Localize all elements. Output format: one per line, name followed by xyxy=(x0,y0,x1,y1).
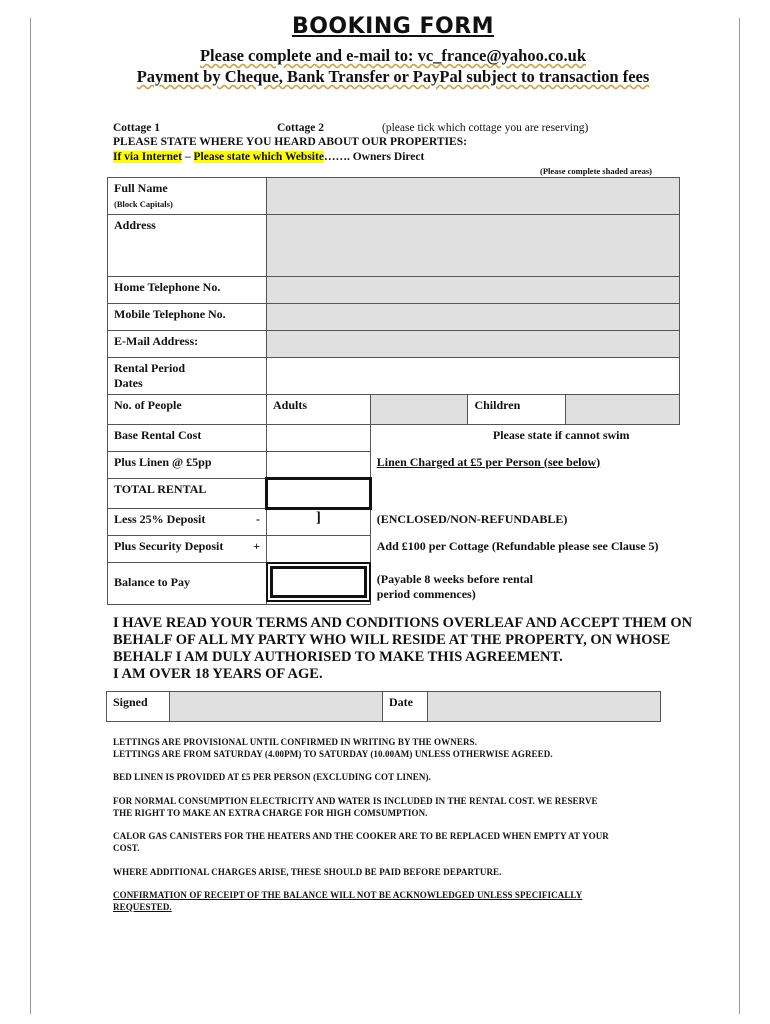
declaration-line-4: I AM OVER 18 YEARS OF AGE. xyxy=(113,666,323,682)
minus-sign: - xyxy=(256,512,260,526)
linen-note: Linen Charged at £5 per Person (see below) xyxy=(376,454,601,469)
rental-dates-field[interactable] xyxy=(267,358,680,395)
no-of-people-label: No. of People xyxy=(108,395,267,425)
linen-field[interactable] xyxy=(267,452,371,479)
right-margin-line xyxy=(739,18,740,1014)
address-label: Address xyxy=(108,215,267,277)
left-margin-line xyxy=(30,18,31,1014)
signed-label: Signed xyxy=(107,692,170,722)
enclosed-note: (ENCLOSED/NON-REFUNDABLE) xyxy=(376,511,568,526)
full-name-label xyxy=(108,178,267,215)
signature-field[interactable] xyxy=(170,692,383,722)
balance-label: Balance to Pay xyxy=(108,563,267,605)
terms-gas xyxy=(113,831,693,854)
declaration-line-1: I HAVE READ YOUR TERMS AND CONDITIONS OVERLEAF AND ACCEPT THEM ON xyxy=(113,615,693,631)
children-field[interactable] xyxy=(566,395,680,425)
cottage-1-option[interactable]: Cottage 1 xyxy=(113,122,160,134)
home-telephone-field[interactable] xyxy=(267,277,680,304)
total-rental-field[interactable] xyxy=(267,479,371,509)
declaration xyxy=(113,615,693,683)
balance-field[interactable] xyxy=(267,563,371,605)
email-instruction: Please complete and e-mail to: vc_france@yahoo.co.uk xyxy=(199,46,587,65)
declaration-line-2: BEHALF OF ALL MY PARTY WHO WILL RESIDE AT THE PROPERTY, ON WHOSE xyxy=(113,632,671,648)
security-note: Add £100 per Cottage (Refundable please see Clause 5) xyxy=(376,538,659,553)
term-additional-charges: WHERE ADDITIONAL CHARGES ARISE, THESE SHOULD BE PAID BEFORE DEPARTURE. xyxy=(113,867,502,877)
total-rental-label: TOTAL RENTAL xyxy=(108,479,267,509)
date-field[interactable] xyxy=(428,692,661,722)
dates-text: Dates xyxy=(114,376,143,390)
term-bed-linen: BED LINEN IS PROVIDED AT £5 PER PERSON (EXCLUDING COT LINEN). xyxy=(113,772,431,782)
security-deposit-field[interactable] xyxy=(267,536,371,563)
booking-table xyxy=(107,177,680,605)
plus-linen-label: Plus Linen @ £5pp xyxy=(108,452,267,479)
declaration-line-3: BEHALF I AM DULY AUTHORISED TO MAKE THIS AGREEMENT. xyxy=(113,649,563,665)
terms-lettings xyxy=(113,737,693,760)
deposit-field[interactable] xyxy=(267,509,371,536)
balance-box xyxy=(270,566,367,598)
less-deposit-text: Less 25% Deposit xyxy=(114,512,206,526)
payment-instruction: Payment by Cheque, Bank Transfer or PayPal subject to transaction fees xyxy=(136,67,650,86)
term-confirmation-line-2: REQUESTED. xyxy=(113,901,172,912)
via-internet-label: If via Internet xyxy=(113,151,182,163)
rental-period-label xyxy=(108,358,267,395)
email-label: E-Mail Address: xyxy=(108,331,267,358)
security-deposit-label xyxy=(108,536,267,563)
payable-note-line2: period commences) xyxy=(376,586,476,601)
form-title: BOOKING FORM xyxy=(291,14,495,39)
payable-note xyxy=(370,563,679,605)
email-field[interactable] xyxy=(267,331,680,358)
less-deposit-label xyxy=(108,509,267,536)
term-lettings-times: LETTINGS ARE FROM SATURDAY (4.00PM) TO SATURDAY (10.00AM) UNLESS OTHERWISE AGREED. xyxy=(113,748,553,759)
cottage-2-option[interactable]: Cottage 2 xyxy=(277,122,324,134)
mobile-telephone-label: Mobile Telephone No. xyxy=(108,304,267,331)
base-rental-field[interactable] xyxy=(267,425,371,452)
mobile-telephone-field[interactable] xyxy=(267,304,680,331)
rental-period-text: Rental Period xyxy=(114,361,185,375)
website-line xyxy=(113,151,424,163)
tick-note: (please tick which cottage you are reserving) xyxy=(382,122,589,134)
swim-note: Please state if cannot swim xyxy=(492,428,630,442)
term-utilities-line-1: FOR NORMAL CONSUMPTION ELECTRICITY AND WATER IS INCLUDED IN THE RENTAL COST. WE RESERVE xyxy=(113,796,598,806)
adults-label: Adults xyxy=(267,395,371,425)
spacer xyxy=(370,479,679,509)
term-gas-line-2: COST. xyxy=(113,842,140,853)
signature-table xyxy=(106,691,661,722)
shaded-areas-note: (Please complete shaded areas) xyxy=(540,166,652,176)
full-name-text: Full Name xyxy=(114,181,168,195)
heard-about-prompt: PLEASE STATE WHERE YOU HEARD ABOUT OUR PROPERTIES: xyxy=(113,136,467,148)
deposit-bracket: ] xyxy=(315,510,321,526)
term-provisional: LETTINGS ARE PROVISIONAL UNTIL CONFIRMED IN WRITING BY THE OWNERS. xyxy=(113,737,478,747)
home-telephone-label: Home Telephone No. xyxy=(108,277,267,304)
dash: – xyxy=(182,151,194,163)
children-label: Children xyxy=(468,395,566,425)
terms-confirmation xyxy=(113,890,693,913)
terms-utilities xyxy=(113,796,693,819)
owners-direct-value: ……. Owners Direct xyxy=(323,151,425,163)
plus-sign: + xyxy=(253,539,260,553)
date-label: Date xyxy=(383,692,428,722)
term-confirmation-line-1: CONFIRMATION OF RECEIPT OF THE BALANCE WILL NOT BE ACKNOWLEDGED UNLESS SPECIFICALLY xyxy=(113,890,583,900)
payable-note-line1: (Payable 8 weeks before rental xyxy=(376,571,533,586)
base-rental-label: Base Rental Cost xyxy=(108,425,267,452)
full-name-field[interactable] xyxy=(267,178,680,215)
address-field[interactable] xyxy=(267,215,680,277)
adults-field[interactable] xyxy=(370,395,468,425)
state-website-label: Please state which Website xyxy=(193,151,324,163)
term-utilities-line-2: THE RIGHT TO MAKE AN EXTRA CHARGE FOR HIGH COMSUMPTION. xyxy=(113,807,428,818)
block-capitals-note: (Block Capitals) xyxy=(114,199,173,209)
term-gas-line-1: CALOR GAS CANISTERS FOR THE HEATERS AND THE COOKER ARE TO BE REPLACED WHEN EMPTY AT YOUR xyxy=(113,831,609,841)
security-deposit-text: Plus Security Deposit xyxy=(114,539,224,553)
